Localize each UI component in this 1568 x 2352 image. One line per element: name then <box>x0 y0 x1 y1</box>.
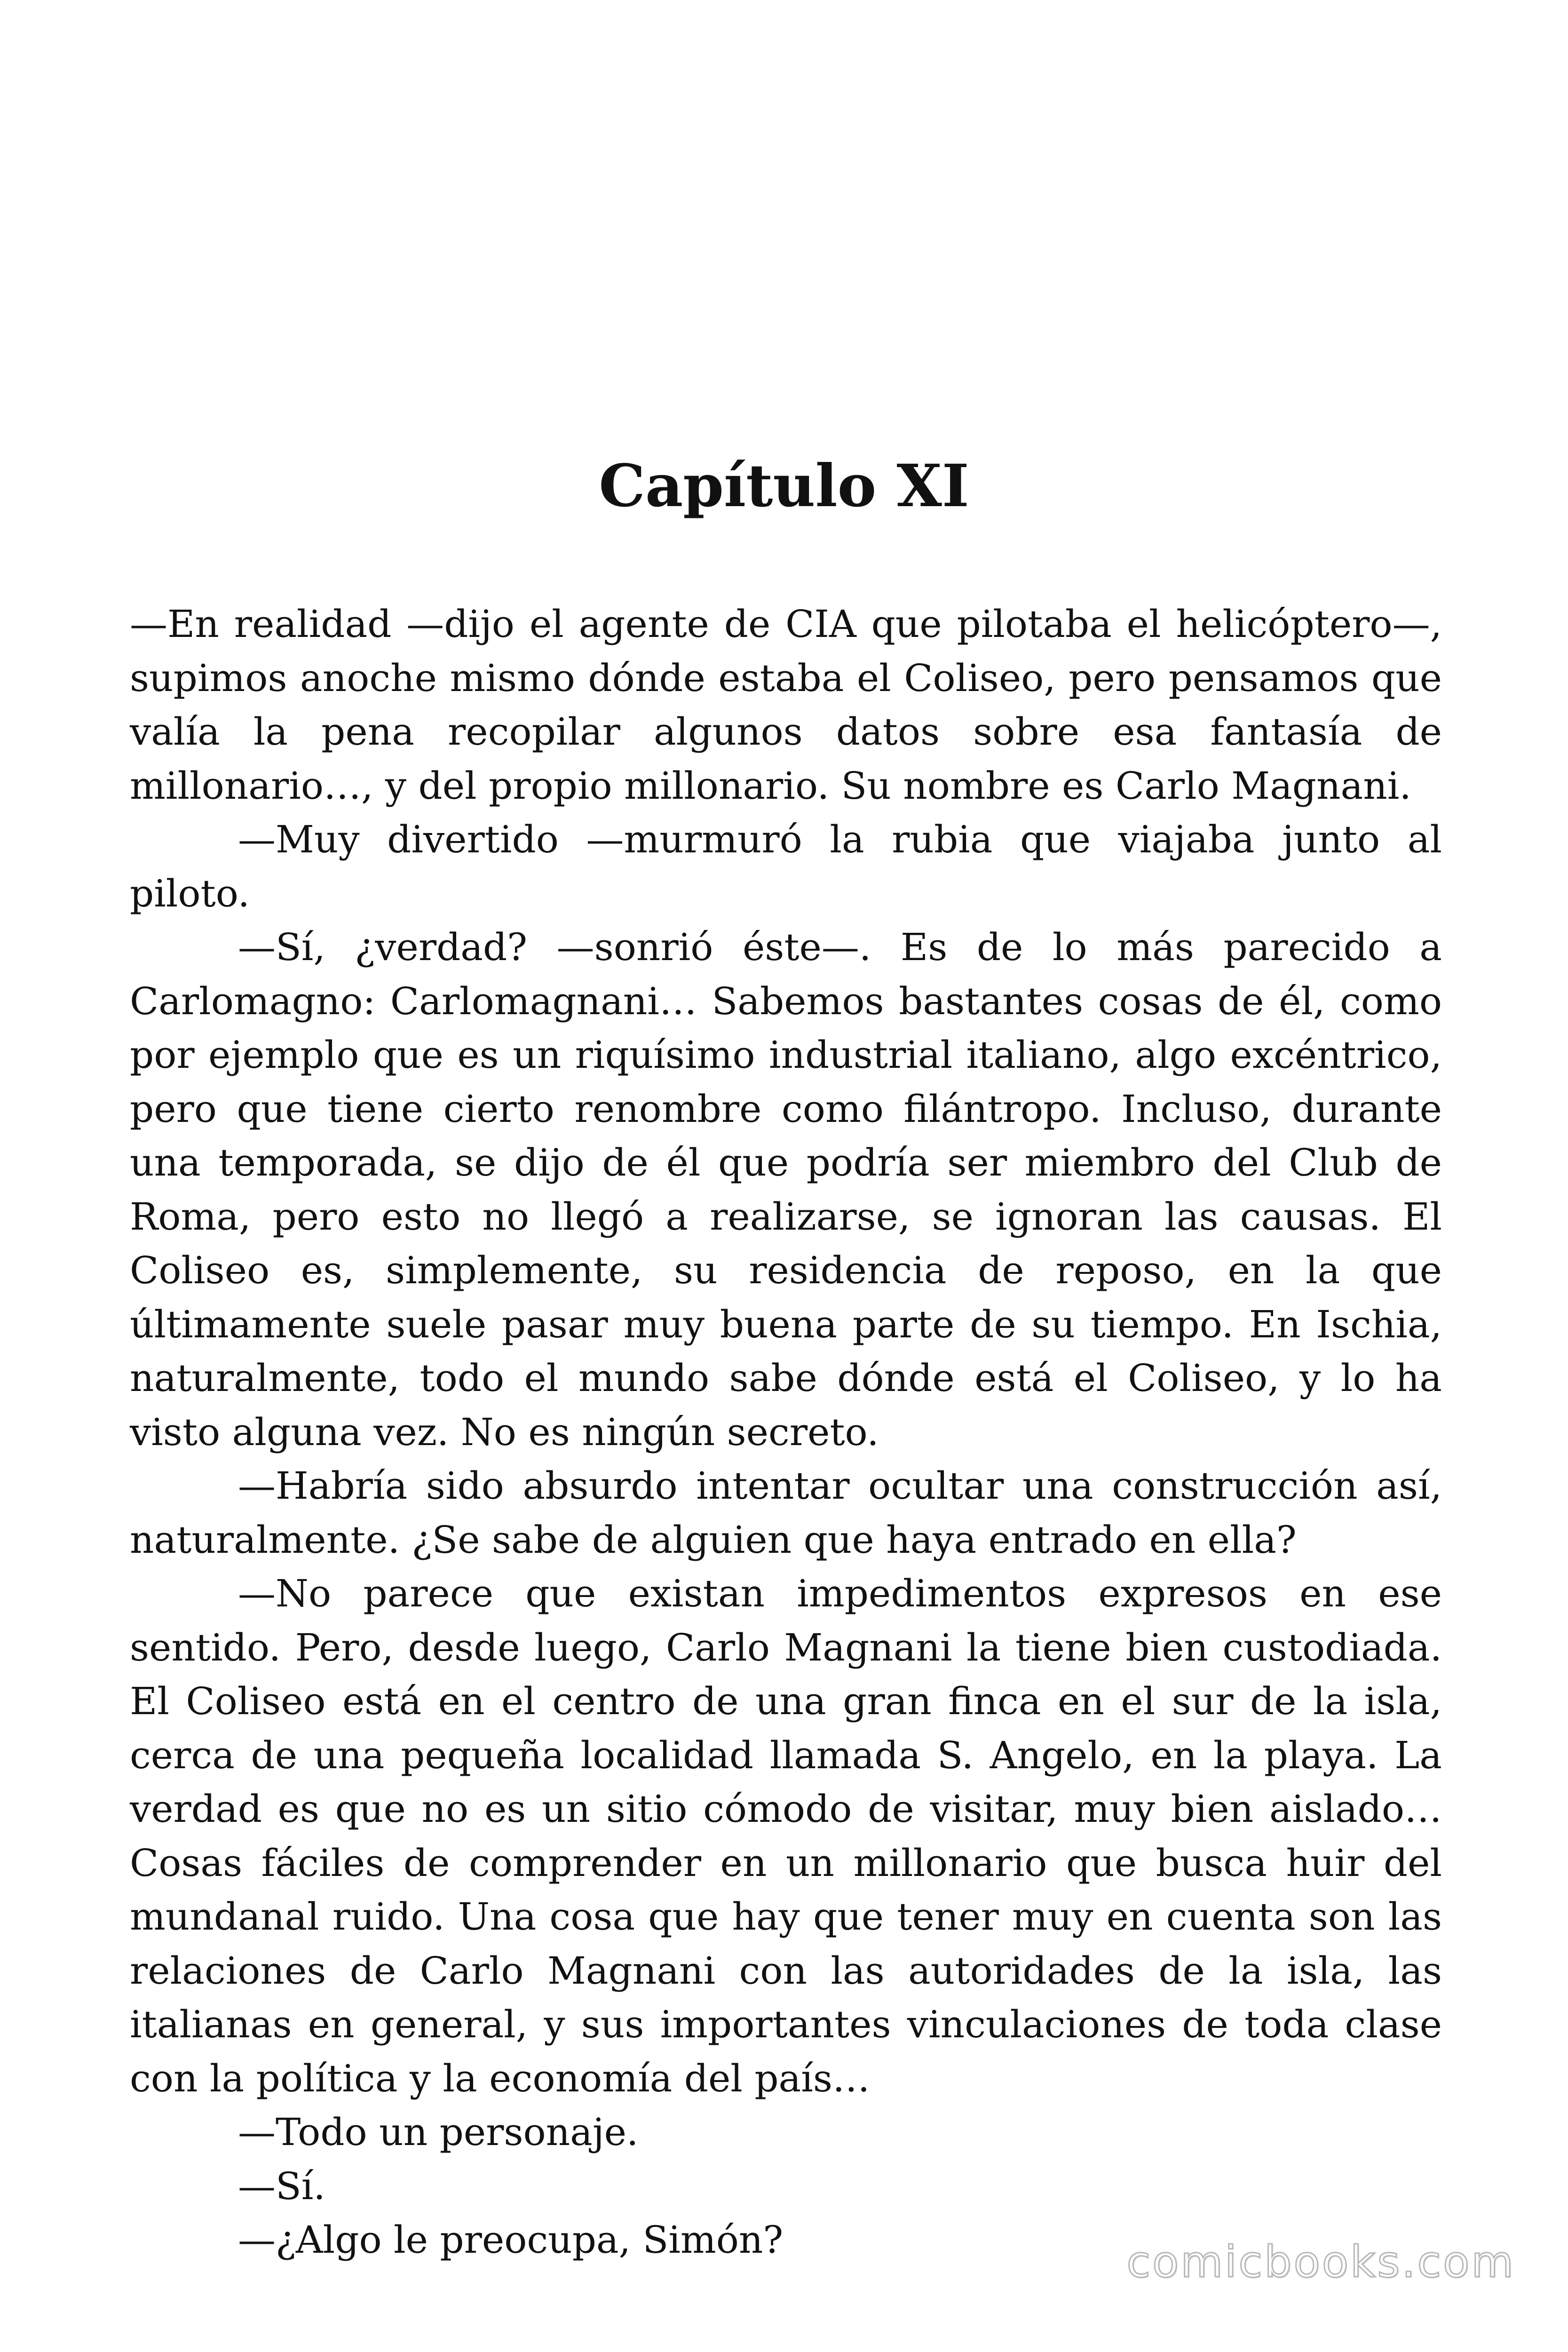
paragraph-3: —Sí, ¿verdad? —sonrió éste—. Es de lo más parecido a Carlomagno: Carlomagnani… Sabemos bastantes cosas de él, como por ejemplo que es un riquísimo industrial italiano, algo excéntrico, pero que tiene cierto renombre como filántropo. Incluso, durante una temporada, se dijo de él que podría ser miembro del Club de Roma, pero esto no llegó a realizarse, se ignoran las causas. El Coliseo es, simplemente, su residencia de reposo, en la que últimamente suele pasar muy buena parte de su tiempo. En Ischia, naturalmente, todo el mundo sabe dónde está el Coliseo, y lo ha visto alguna vez. No es ningún secreto. <box>130 925 1442 1454</box>
watermark: comicbooks.com <box>1126 2237 1515 2287</box>
paragraph-6: —Todo un personaje. <box>238 2110 639 2154</box>
paragraph-7: —Sí. <box>238 2164 325 2208</box>
chapter-body <box>130 597 1442 2267</box>
paragraph-8: —¿Algo le preocupa, Simón? <box>238 2218 784 2262</box>
paragraph-4: —Habría sido absurdo intentar ocultar una construcción así, naturalmente. ¿Se sabe de alguien que haya entrado en ella? <box>130 1464 1442 1562</box>
paragraph-2: —Muy divertido —murmuró la rubia que viajaba junto al piloto. <box>130 818 1442 915</box>
paragraph-5: —No parece que existan impedimentos expresos en ese sentido. Pero, desde luego, Carlo Magnani la tiene bien custodiada. El Coliseo está en el centro de una gran finca en el sur de la isla, cerca de una pequeña localidad llamada S. Angelo, en la playa. La verdad es que no es un sitio cómodo de visitar, muy bien aislado… Cosas fáciles de comprender en un millonario que busca huir del mundanal ruido. Una cosa que hay que tener muy en cuenta son las relaciones de Carlo Magnani con las autoridades de la isla, las italianas en general, y sus importantes vinculaciones de toda clase con la política y la economía del país… <box>130 1572 1442 2100</box>
paragraph-1: —En realidad —dijo el agente de CIA que pilotaba el helicóptero—, supimos anoche mismo dónde estaba el Coliseo, pero pensamos que valía la pena recopilar algunos datos sobre esa fantasía de millonario…, y del propio millonario. Su nombre es Carlo Magnani. <box>130 602 1442 808</box>
chapter-title: Capítulo XI <box>599 452 969 520</box>
